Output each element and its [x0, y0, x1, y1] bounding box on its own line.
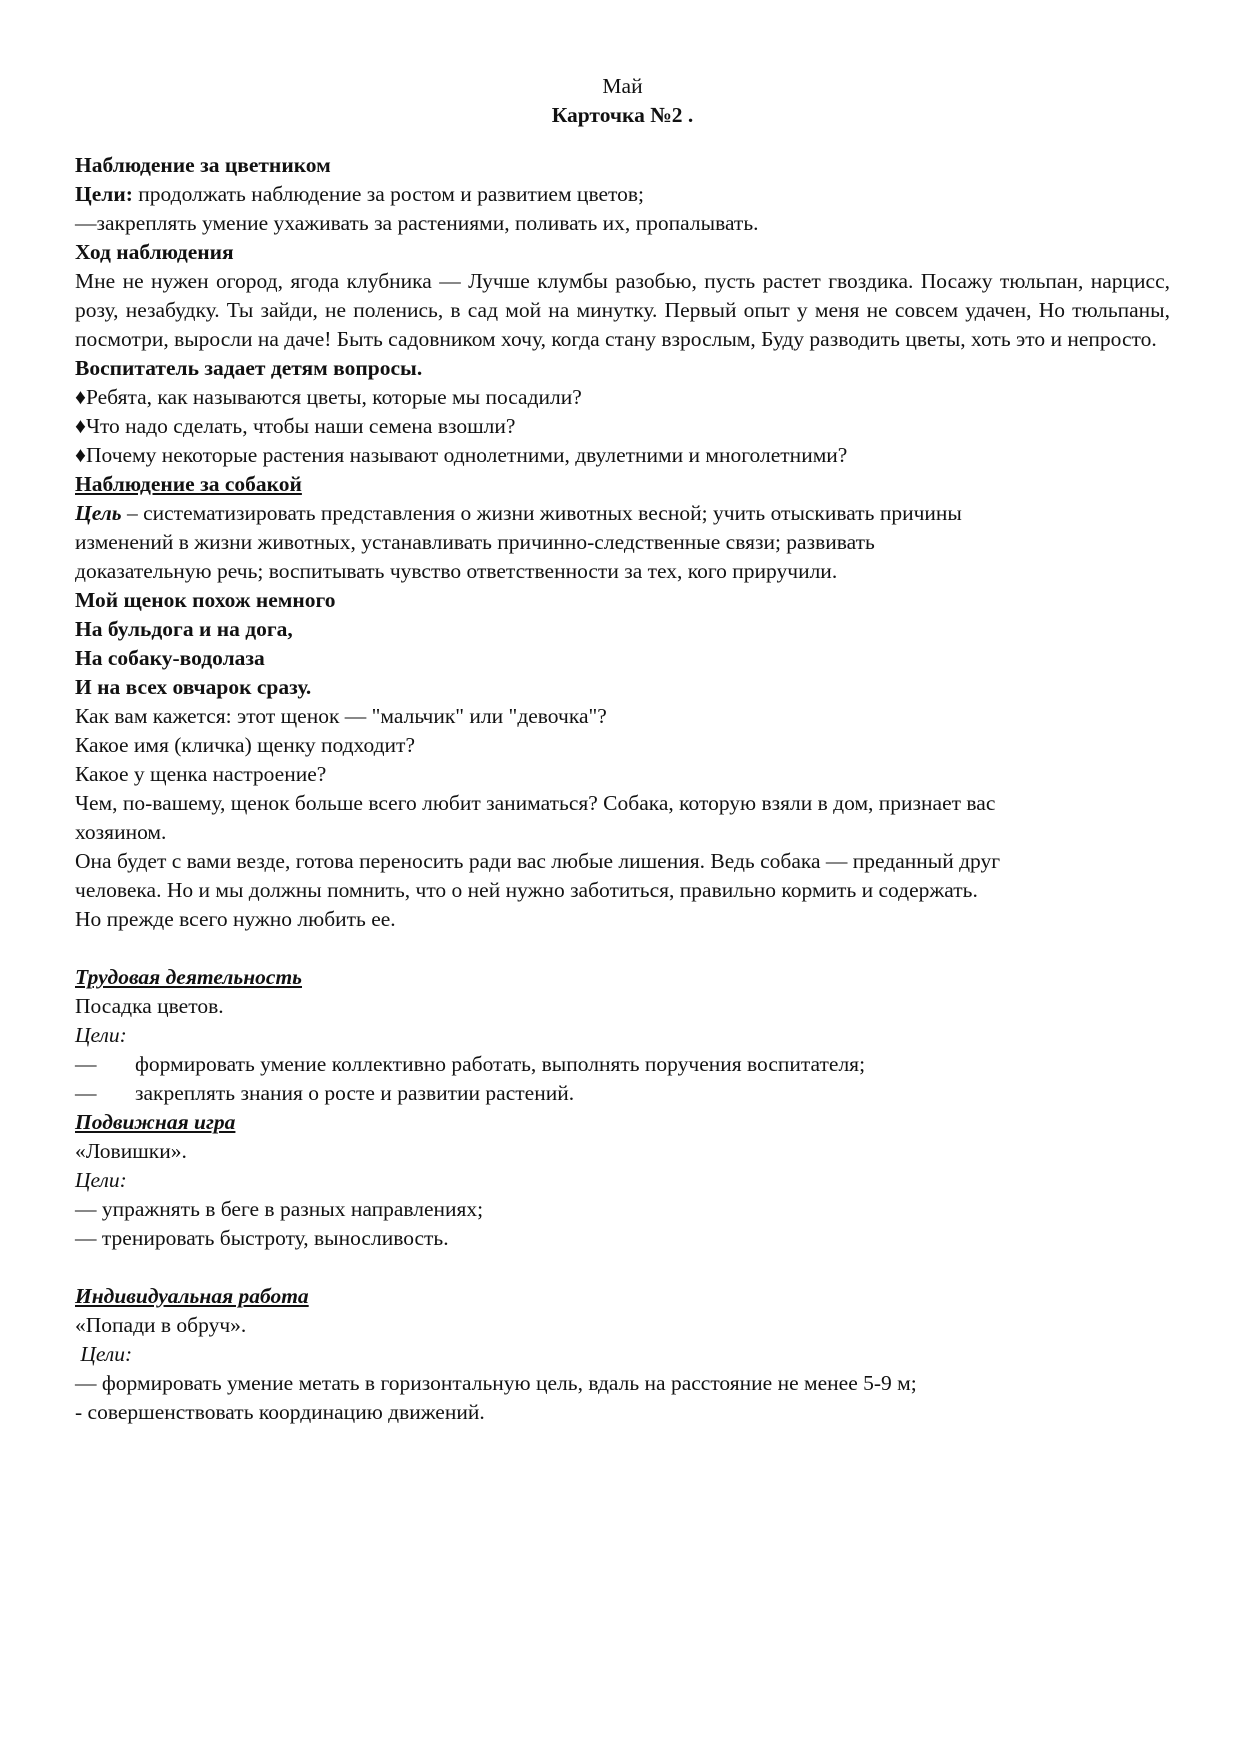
month-label: Май [602, 74, 643, 98]
dog-text-line: Какое имя (кличка) щенку подходит? [75, 733, 416, 757]
dog-poem-line: Мой щенок похож немного [75, 588, 336, 612]
labor-goals-label: Цели: [75, 1023, 127, 1047]
dog-goal-line: доказательную речь; воспитывать чувство ответственности за тех, кого приручили. [75, 559, 838, 583]
flowerbed-heading: Наблюдение за цветником [75, 153, 331, 177]
flowerbed-questions-heading: Воспитатель задает детям вопросы. [75, 356, 423, 380]
labor-goal-text: формировать умение коллективно работать, выполнять поручения воспитателя; [135, 1052, 866, 1076]
labor-activity: Посадка цветов. [75, 994, 224, 1018]
flowerbed-goals [75, 180, 1170, 209]
individual-name: «Попади в обруч». [75, 1313, 247, 1337]
flowerbed-course-heading: Ход наблюдения [75, 240, 234, 264]
flowerbed-poem: Мне не нужен огород, ягода клубника — Лучше клумбы разобью, пусть растет гвоздика. Посажу тюльпан, нарцисс, розу, незабудку. Ты зайди, не поленись, в сад мой на минутку. Первый опыт у меня не совсем удачен, Но тюльпаны, посмотри, выросли на даче! Быть садовником хочу, когда стану взрослым, Буду разводить цветы, хоть это и непросто. [75, 269, 1170, 351]
spacer [75, 130, 1170, 151]
game-goal: — упражнять в беге в разных направлениях; [75, 1197, 484, 1221]
labor-goal-text: закреплять знания о росте и развитии растений. [135, 1081, 575, 1105]
individual-goal: — формировать умение метать в горизонтальную цель, вдаль на расстояние не менее 5-9 м; [75, 1371, 917, 1395]
flowerbed-question: ♦Почему некоторые растения называют однолетними, двулетними и многолетними? [75, 443, 848, 467]
individual-goals-label: Цели: [75, 1342, 133, 1366]
flowerbed-question: ♦Что надо сделать, чтобы наши семена взошли? [75, 414, 516, 438]
flowerbed-goals-text: продолжать наблюдение за ростом и развитием цветов; [132, 182, 644, 206]
dog-text-line: человека. Но и мы должны помнить, что о ней нужно заботиться, правильно кормить и содержать. [75, 878, 978, 902]
dog-goal-label: Цель [75, 501, 122, 525]
flowerbed-goals-label: Цели: [75, 182, 133, 206]
dog-goal-line: изменений в жизни животных, устанавливать причинно-следственные связи; развивать [75, 530, 875, 554]
individual-goal: - совершенствовать координацию движений. [75, 1400, 485, 1424]
spacer [75, 934, 1170, 963]
dog-text-line: Но прежде всего нужно любить ее. [75, 907, 396, 931]
labor-goal-dash: — [75, 1052, 97, 1076]
game-heading: Подвижная игра [75, 1110, 236, 1134]
individual-heading: Индивидуальная работа [75, 1284, 309, 1308]
game-name: «Ловишки». [75, 1139, 187, 1163]
spacer [75, 1253, 1170, 1282]
labor-goal [75, 1050, 1170, 1079]
dog-poem-line: На собаку-водолаза [75, 646, 265, 670]
card-title: Карточка №2 . [551, 103, 694, 127]
dog-text-line: Как вам кажется: этот щенок — "мальчик" или "девочка"? [75, 704, 607, 728]
document-page [75, 72, 1170, 1427]
dog-text-line: хозяином. [75, 820, 167, 844]
dog-goal-line: – систематизировать представления о жизни животных весной; учить отыскивать причины [121, 501, 962, 525]
flowerbed-question: ♦Ребята, как называются цветы, которые мы посадили? [75, 385, 582, 409]
labor-goal-dash: — [75, 1081, 97, 1105]
dog-text-line: Она будет с вами везде, готова переносить ради вас любые лишения. Ведь собака — преданный друг [75, 849, 1001, 873]
flowerbed-goal-2: —закреплять умение ухаживать за растениями, поливать их, пропалывать. [75, 211, 759, 235]
dog-text-line: Чем, по-вашему, щенок больше всего любит заниматься? Собака, которую взяли в дом, признает вас [75, 791, 996, 815]
labor-goal [75, 1079, 1170, 1108]
game-goals-label: Цели: [75, 1168, 127, 1192]
dog-poem-line: На бульдога и на дога, [75, 617, 293, 641]
dog-heading: Наблюдение за собакой [75, 472, 302, 496]
dog-poem-line: И на всех овчарок сразу. [75, 675, 312, 699]
dog-goal [75, 499, 1170, 528]
dog-text-line: Какое у щенка настроение? [75, 762, 327, 786]
game-goal: — тренировать быстроту, выносливость. [75, 1226, 449, 1250]
labor-heading: Трудовая деятельность [75, 965, 302, 989]
